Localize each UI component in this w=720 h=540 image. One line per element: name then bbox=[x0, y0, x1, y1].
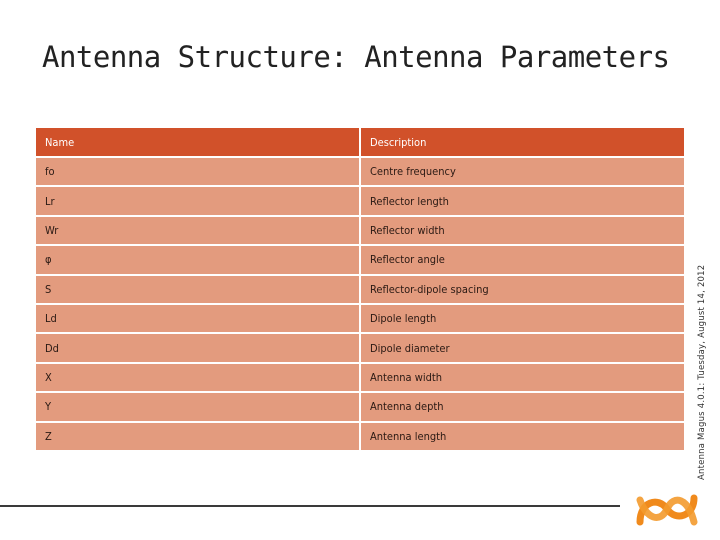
table-row bbox=[36, 245, 684, 274]
parameters-table bbox=[36, 128, 684, 452]
parameter-description: Reflector length bbox=[360, 186, 684, 215]
table-header-row bbox=[36, 128, 684, 157]
side-version-note: Antenna Magus 4.0.1: Tuesday, August 14, 2012 bbox=[697, 264, 707, 480]
parameter-name: Ld bbox=[36, 304, 360, 333]
table-row bbox=[36, 186, 684, 215]
parameter-name: fo bbox=[36, 157, 360, 186]
parameter-description: Antenna width bbox=[360, 363, 684, 392]
column-header-name: Name bbox=[36, 128, 360, 157]
parameter-name: Z bbox=[36, 422, 360, 451]
parameter-description: Reflector-dipole spacing bbox=[360, 275, 684, 304]
table-row bbox=[36, 392, 684, 421]
footer-divider bbox=[0, 505, 620, 507]
parameter-name: Wr bbox=[36, 216, 360, 245]
parameter-name: φ bbox=[36, 245, 360, 274]
parameter-description: Reflector angle bbox=[360, 245, 684, 274]
slide-title: Antenna Structure: Antenna Parameters bbox=[42, 40, 670, 74]
parameter-description: Reflector width bbox=[360, 216, 684, 245]
antenna-magus-logo-icon bbox=[636, 488, 698, 530]
table-row bbox=[36, 275, 684, 304]
column-header-description: Description bbox=[360, 128, 684, 157]
parameter-name: Y bbox=[36, 392, 360, 421]
parameter-description: Dipole length bbox=[360, 304, 684, 333]
parameter-description: Antenna depth bbox=[360, 392, 684, 421]
parameter-name: X bbox=[36, 363, 360, 392]
table-row bbox=[36, 422, 684, 451]
parameter-name: Dd bbox=[36, 333, 360, 362]
table-row bbox=[36, 363, 684, 392]
parameter-name: S bbox=[36, 275, 360, 304]
parameter-description: Dipole diameter bbox=[360, 333, 684, 362]
table-row bbox=[36, 157, 684, 186]
parameter-name: Lr bbox=[36, 186, 360, 215]
table-row bbox=[36, 304, 684, 333]
table-row bbox=[36, 333, 684, 362]
parameter-description: Centre frequency bbox=[360, 157, 684, 186]
parameter-description: Antenna length bbox=[360, 422, 684, 451]
table-row bbox=[36, 216, 684, 245]
